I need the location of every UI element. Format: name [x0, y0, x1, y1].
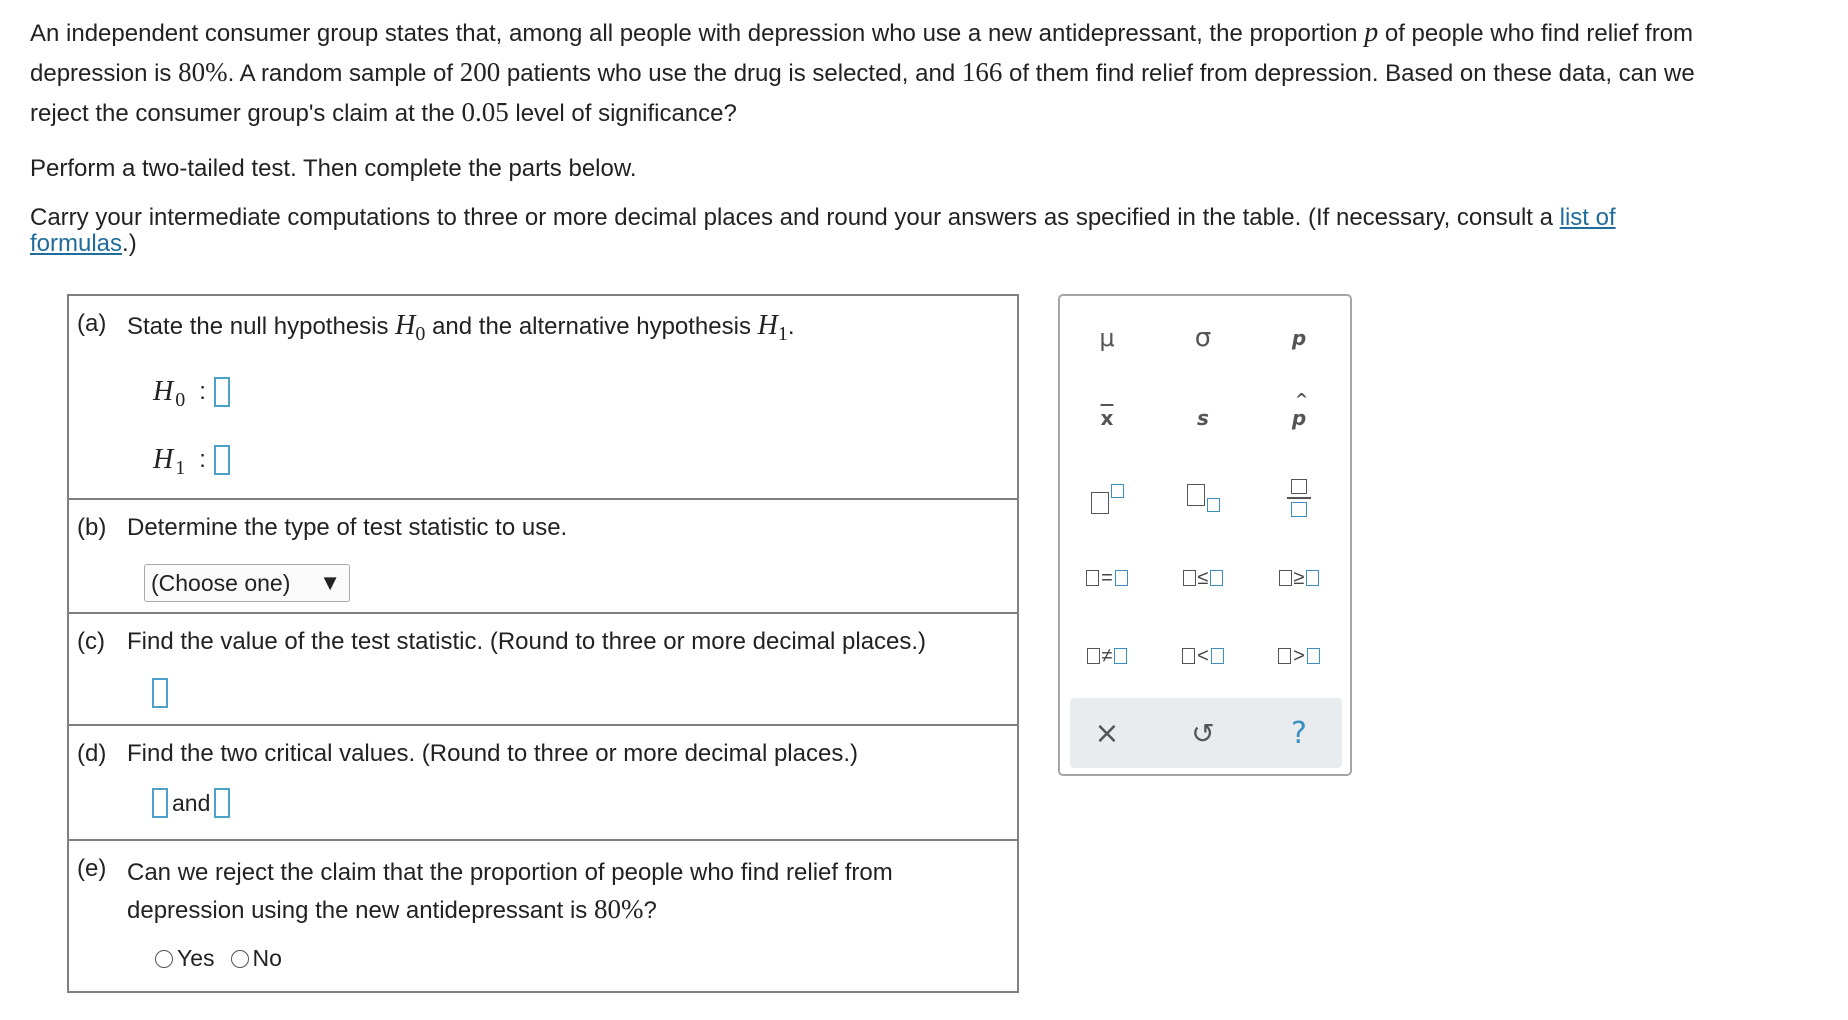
part-text: depression using the new antidepressant is — [127, 897, 594, 924]
problem-text: depression is — [30, 60, 179, 87]
operand-box — [1211, 648, 1224, 664]
dropdown-arrow-icon[interactable]: ▼ — [319, 570, 341, 595]
colon: : — [199, 378, 206, 405]
close-icon: × — [1094, 715, 1120, 751]
superscript-button[interactable] — [1062, 468, 1152, 528]
undo-icon: ↺ — [1191, 716, 1215, 750]
operand-box — [1278, 648, 1291, 664]
part-c — [69, 614, 1017, 726]
not-equal-icon: ≠ — [1101, 644, 1113, 667]
h1-symbol: H — [153, 444, 174, 475]
clear-button[interactable] — [1062, 703, 1152, 763]
palette-footer — [1070, 698, 1342, 768]
h1-symbol: H — [757, 310, 778, 341]
equals-button[interactable] — [1062, 548, 1152, 608]
part-d — [69, 726, 1017, 841]
null-hypothesis-input[interactable] — [214, 377, 230, 407]
alt-hypothesis-row — [153, 444, 230, 479]
operand-box — [1086, 570, 1099, 586]
variable-p: p — [1364, 17, 1379, 48]
greater-equal-button[interactable] — [1254, 548, 1344, 608]
help-button[interactable] — [1254, 703, 1344, 763]
mu-button[interactable] — [1062, 308, 1152, 368]
instruction-text: Perform a two-tailed test. Then complete the parts below. — [30, 155, 637, 182]
part-text: State the null hypothesis — [127, 313, 396, 340]
sample-size: 200 — [459, 57, 501, 87]
h0-subscript: 0 — [415, 322, 426, 345]
part-text: and the alternative hypothesis — [425, 313, 758, 340]
problem-text: reject the consumer group's claim at the — [30, 100, 462, 127]
greater-equal-icon: ≥ — [1293, 566, 1305, 589]
operand-box — [1307, 648, 1320, 664]
success-count: 166 — [961, 57, 1003, 87]
problem-text: of them find relief from depression. Based on these data, can we — [1002, 60, 1695, 87]
superscript-icon — [1087, 480, 1127, 516]
problem-text: of people who find relief from — [1378, 20, 1694, 47]
critical-value-2-input[interactable] — [214, 788, 230, 818]
help-icon: ? — [1291, 715, 1307, 751]
yes-label[interactable]: Yes — [177, 945, 215, 971]
operand-box — [1114, 648, 1127, 664]
p-button[interactable] — [1254, 308, 1344, 368]
problem-text: patients who use the drug is selected, and — [500, 60, 962, 87]
problem-statement — [30, 14, 1830, 133]
phat-icon: ^ p — [1291, 390, 1309, 430]
less-than-icon: < — [1197, 644, 1209, 667]
no-radio[interactable] — [231, 950, 249, 968]
undo-button[interactable] — [1158, 703, 1248, 763]
problem-line-2 — [30, 53, 1830, 93]
and-text: and — [172, 789, 211, 816]
claimed-proportion: 80% — [593, 894, 644, 924]
reject-radio-group — [155, 945, 298, 972]
h0-subscript: 0 — [175, 388, 186, 411]
alt-hypothesis-input[interactable] — [214, 445, 230, 475]
part-text: Can we reject the claim that the proportion of people who find relief from — [127, 859, 893, 886]
less-than-button[interactable] — [1158, 626, 1248, 686]
part-a-text — [127, 310, 795, 346]
part-b-text: Determine the type of test statistic to use. — [127, 514, 568, 541]
part-e-label: (e) — [77, 855, 107, 882]
subscript-icon — [1183, 480, 1223, 516]
p-icon: p — [1291, 326, 1307, 350]
part-a — [69, 296, 1017, 500]
h0-symbol: H — [395, 310, 416, 341]
h1-subscript: 1 — [777, 322, 788, 345]
fraction-button[interactable] — [1254, 468, 1344, 528]
no-label[interactable]: No — [252, 945, 282, 971]
greater-than-button[interactable] — [1254, 626, 1344, 686]
part-text: . — [787, 313, 795, 340]
select-value[interactable]: (Choose one) — [151, 570, 291, 596]
problem-line-3 — [30, 93, 1830, 133]
part-a-label: (a) — [77, 310, 107, 337]
problem-text: An independent consumer group states that, among all people with depression who use a new antidepressant, the proportion — [30, 20, 1365, 47]
problem-text: level of significance? — [508, 100, 737, 127]
equals-icon: = — [1101, 566, 1113, 589]
sigma-button[interactable] — [1158, 308, 1248, 368]
greater-than-icon: > — [1293, 644, 1305, 667]
less-equal-button[interactable] — [1158, 548, 1248, 608]
mu-icon: μ — [1099, 324, 1115, 352]
s-icon: s — [1197, 406, 1209, 430]
rounding-text: Carry your intermediate computations to three or more decimal places and round your answers as specified in the table. (If necessary, consult a — [30, 204, 1560, 231]
null-hypothesis-row — [153, 376, 230, 411]
less-equal-icon: ≤ — [1197, 566, 1209, 589]
part-d-text: Find the two critical values. (Round to three or more decimal places.) — [127, 740, 858, 767]
sigma-icon: σ — [1194, 323, 1212, 353]
part-e-text — [127, 855, 893, 929]
question-table — [67, 294, 1019, 993]
part-c-label: (c) — [77, 628, 105, 655]
operand-box — [1115, 570, 1128, 586]
h1-subscript: 1 — [175, 456, 186, 479]
part-text: ? — [643, 897, 657, 924]
h0-symbol: H — [153, 376, 174, 407]
yes-radio[interactable] — [155, 950, 173, 968]
operand-box — [1210, 570, 1223, 586]
s-button[interactable] — [1158, 388, 1248, 448]
xbar-icon: $\overline{x}$ — [1100, 406, 1114, 430]
problem-line-1 — [30, 14, 1830, 53]
part-d-label: (d) — [77, 740, 107, 767]
operand-box — [1306, 570, 1319, 586]
xbar-button[interactable] — [1062, 388, 1152, 448]
critical-values-row — [152, 788, 230, 818]
link-text[interactable]: formulas — [30, 230, 123, 257]
math-palette — [1058, 294, 1352, 776]
operand-box — [1087, 648, 1100, 664]
subscript-button[interactable] — [1158, 468, 1248, 528]
rounding-instruction — [30, 205, 1790, 257]
link-text[interactable]: list of — [1559, 204, 1616, 231]
operand-box — [1279, 570, 1292, 586]
critical-value-1-input[interactable] — [152, 788, 168, 818]
part-b-label: (b) — [77, 514, 107, 541]
not-equal-button[interactable] — [1062, 626, 1152, 686]
colon: : — [199, 446, 206, 473]
significance-level: 0.05 — [461, 97, 509, 127]
fraction-icon — [1287, 477, 1311, 519]
phat-letter: p — [1291, 406, 1307, 430]
part-c-text: Find the value of the test statistic. (Round to three or more decimal places.) — [127, 628, 927, 655]
test-statistic-input[interactable] — [152, 678, 168, 708]
part-b — [69, 500, 1017, 614]
rounding-text: .) — [122, 230, 137, 257]
test-statistic-select[interactable] — [144, 564, 350, 602]
phat-button[interactable] — [1254, 388, 1344, 448]
operand-box — [1183, 570, 1196, 586]
operand-box — [1182, 648, 1195, 664]
claimed-proportion: 80% — [178, 57, 228, 87]
problem-text: . A random sample of — [227, 60, 460, 87]
part-e — [69, 841, 1017, 991]
